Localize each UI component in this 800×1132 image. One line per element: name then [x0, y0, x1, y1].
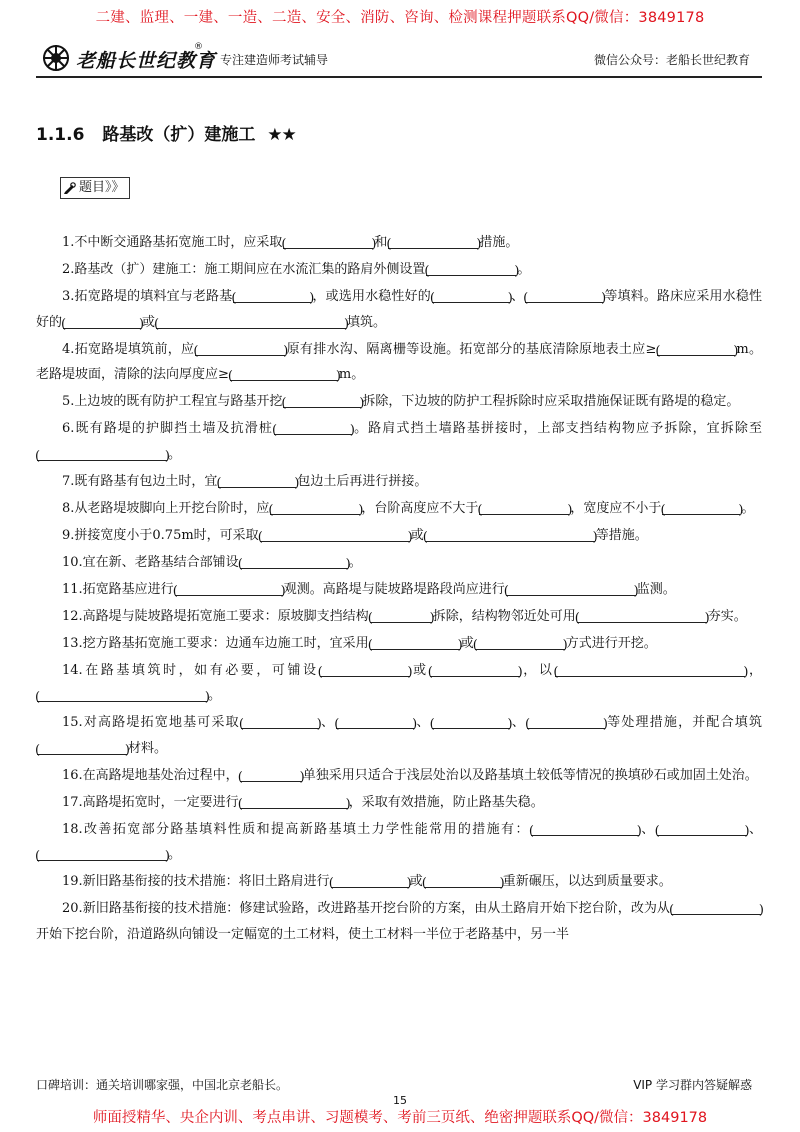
brand-name: 老船长世纪教育 [76, 50, 217, 72]
importance-stars: ★★ [267, 125, 296, 145]
question-17: 17.高路堤拓宽时，一定要进行( ) ，采取有效措施，防止路基失稳。 [36, 790, 762, 816]
top-promo-banner: 二建、监理、一建、一造、二造、安全、消防、咨询、检测课程押题联系QQ/微信：3849178 [95, 10, 705, 26]
question-13: 13.挖方路基拓宽施工要求：边通车边施工时，宜采用( ) 或( ) 方式进行开挖。 [36, 631, 762, 657]
ship-wheel-logo-icon [42, 44, 70, 72]
footer-slogan: 口碑培训：通关培训哪家强，中国北京老船长。 [36, 1078, 289, 1092]
question-list [36, 230, 762, 947]
question-18: 18.改善拓宽部分路基填料性质和提高新路基填土力学性能常用的措施有：( ) 、( ) 、( )。 [36, 817, 762, 868]
section-heading: 路基改（扩）建施工 [102, 125, 256, 145]
topic-tag [60, 177, 130, 199]
question-2: 2.路基改（扩）建施工：施工期间应在水流汇集的路肩外侧设置( ) 。 [36, 257, 762, 283]
question-11: 11.拓宽路基应进行( ) 观测。高路堤与陡坡路堤路段尚应进行( ) 监测。 [36, 577, 762, 603]
page-number: 15 [393, 1094, 407, 1107]
section-title [36, 120, 296, 145]
topic-tag-label: 题目》》 [79, 180, 125, 195]
registered-mark: ® [194, 42, 203, 52]
header-divider [36, 76, 762, 78]
question-5: 5.上边坡的既有防护工程宜与路基开挖( ) 拆除，下边坡的防护工程拆除时应采取措施保证既有路堤的稳定。 [36, 389, 762, 415]
question-20: 20.新旧路基衔接的技术措施：修建试验路，改进路基开挖台阶的方案，由从土路肩开始下挖台阶，改为从( )开始下挖台阶，沿道路纵向铺设一定幅宽的土工材料，使土工材料一半位于老路基中，另一半 [36, 896, 762, 947]
footer-vip-note: VIP 学习群内答疑解惑 [633, 1078, 752, 1092]
question-8: 8.从老路堤坡脚向上开挖台阶时，应( ) ，台阶高度应不大于( ) ，宽度应不小于( ) 。 [36, 496, 762, 522]
question-1: 1.不中断交通路基拓宽施工时，应采取( ) 和( ) 措施。 [36, 230, 762, 256]
question-3: 3.拓宽路堤的填料宜与老路基( ) ，或选用水稳性好的( ) 、( ) 等填料。路床应采用水稳性好的( ) 或( ) 填筑。 [36, 284, 762, 335]
question-10: 10.宜在新、老路基结合部铺设( ) 。 [36, 550, 762, 576]
question-16: 16.在高路堤地基处治过程中，( ) 单独采用只适合于浅层处治以及路基填土较低等情况的换填砂石或加固土处治。 [36, 763, 762, 789]
question-19: 19.新旧路基衔接的技术措施：将旧土路肩进行( ) 或( ) 重新碾压，以达到质量要求。 [36, 869, 762, 895]
bottom-promo-banner: 师面授精华、央企内训、考点串讲、习题模考、考前三页纸、绝密押题联系QQ/微信：3849178 [92, 1110, 708, 1126]
question-4: 4.拓宽路堤填筑前，应( ) 原有排水沟、隔离栅等设施。拓宽部分的基底清除原地表土应≥( ) m。老路堤坡面，清除的法向厚度应≥( ) m。 [36, 337, 762, 388]
question-14: 14.在路基填筑时，如有必要，可铺设( ) 或( ) ，以( ) ，( )。 [36, 658, 762, 709]
wechat-account: 微信公众号：老船长世纪教育 [593, 53, 750, 67]
pencil-icon [63, 181, 77, 195]
question-7: 7.既有路基有包边土时，宜( ) 包边土后再进行拼接。 [36, 469, 762, 495]
section-number: 1.1.6 [36, 125, 85, 145]
question-6: 6.既有路堤的护脚挡土墙及抗滑桩( ) 。路肩式挡土墙路基拼接时，上部支挡结构物应予拆除，宜拆除至( )。 [36, 416, 762, 467]
question-15: 15.对高路堤拓宽地基可采取( ) 、( ) 、( ) 、( ) 等处理措施，并配合填筑( )材料。 [36, 710, 762, 761]
brand-header [42, 42, 758, 76]
question-9: 9.拼接宽度小于0.75m时，可采取( ) 或( ) 等措施。 [36, 523, 762, 549]
question-12: 12.高路堤与陡坡路堤拓宽施工要求：原坡脚支挡结构( ) 拆除，结构物邻近处可用( ) 夯实。 [36, 604, 762, 630]
brand-slogan: 专注建造师考试辅导 [220, 53, 329, 67]
